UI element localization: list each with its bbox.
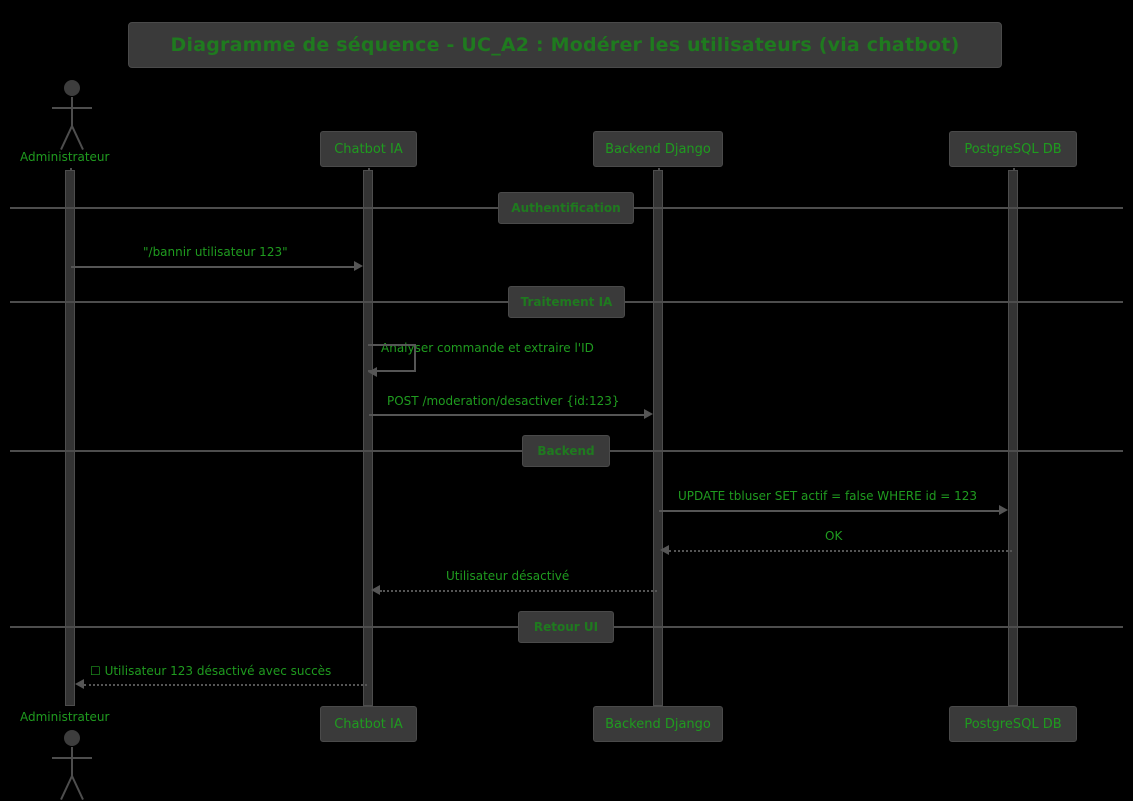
message-label-6: Utilisateur désactivé <box>446 569 570 583</box>
separator-box-backend <box>522 435 610 467</box>
message-label-3: POST /moderation/desactiver {id:123} <box>387 394 620 408</box>
message-line-5 <box>669 550 1012 552</box>
message-arrow-2 <box>368 367 377 377</box>
participant-label-chatbot-top: Chatbot IA <box>334 141 403 157</box>
participant-label-database-bottom: PostgreSQL DB <box>964 716 1062 732</box>
message-label-1: "/bannir utilisateur 123" <box>143 245 288 259</box>
actor-arms-icon <box>52 107 92 109</box>
message-arrow-3 <box>644 409 653 419</box>
actor-left-leg-icon <box>60 126 73 150</box>
participant-label-admin-top: Administrateur <box>20 150 110 164</box>
participant-label-admin-bottom: Administrateur <box>20 710 110 724</box>
diagram-title: Diagramme de séquence - UC_A2 : Modérer les utilisateurs (via chatbot) <box>170 34 960 56</box>
participant-label-database-top: PostgreSQL DB <box>964 141 1062 157</box>
participant-label-backend-bottom: Backend Django <box>605 716 711 732</box>
participant-label-chatbot-bottom: Chatbot IA <box>334 716 403 732</box>
message-label-7: ☐ Utilisateur 123 désactivé avec succès <box>90 664 332 678</box>
actor-arms-icon <box>52 757 92 759</box>
actor-body-icon <box>71 747 73 777</box>
actor-right-leg-icon <box>71 776 84 800</box>
message-label-5: OK <box>825 529 843 543</box>
message-label-4: UPDATE tbluser SET actif = false WHERE id = 123 <box>678 489 978 503</box>
participant-box-chatbot-top[interactable] <box>320 131 417 167</box>
separator-label-retour-ui: Retour UI <box>533 620 599 634</box>
actor-head-icon <box>64 730 80 746</box>
separator-label-backend: Backend <box>537 444 595 458</box>
participant-box-backend-top[interactable] <box>593 131 723 167</box>
actor-left-leg-icon <box>60 776 73 800</box>
participant-box-chatbot-bottom[interactable] <box>320 706 417 742</box>
message-line-6 <box>380 590 657 592</box>
participant-box-database-top[interactable] <box>949 131 1077 167</box>
separator-label-traitement-ia: Traitement IA <box>520 295 613 309</box>
separator-box-retour-ui <box>518 611 614 643</box>
message-line-1 <box>71 266 356 268</box>
separator-box-authentification <box>498 192 634 224</box>
actor-right-leg-icon <box>71 126 84 150</box>
actor-admin-bottom <box>52 730 92 796</box>
actor-head-icon <box>64 80 80 96</box>
message-line-4 <box>659 510 1001 512</box>
message-arrow-4 <box>999 505 1008 515</box>
message-arrow-1 <box>354 261 363 271</box>
separator-label-authentification: Authentification <box>511 201 621 215</box>
message-arrow-7 <box>75 679 84 689</box>
message-line-7 <box>84 684 367 686</box>
participant-label-backend-top: Backend Django <box>605 141 711 157</box>
message-arrow-6 <box>371 585 380 595</box>
participant-box-backend-bottom[interactable] <box>593 706 723 742</box>
message-line-3 <box>369 414 646 416</box>
actor-admin-top <box>52 80 92 146</box>
message-arrow-5 <box>660 545 669 555</box>
message-label-2: Analyser commande et extraire l'ID <box>381 341 594 355</box>
separator-box-traitement-ia <box>508 286 625 318</box>
actor-body-icon <box>71 97 73 127</box>
participant-box-database-bottom[interactable] <box>949 706 1077 742</box>
